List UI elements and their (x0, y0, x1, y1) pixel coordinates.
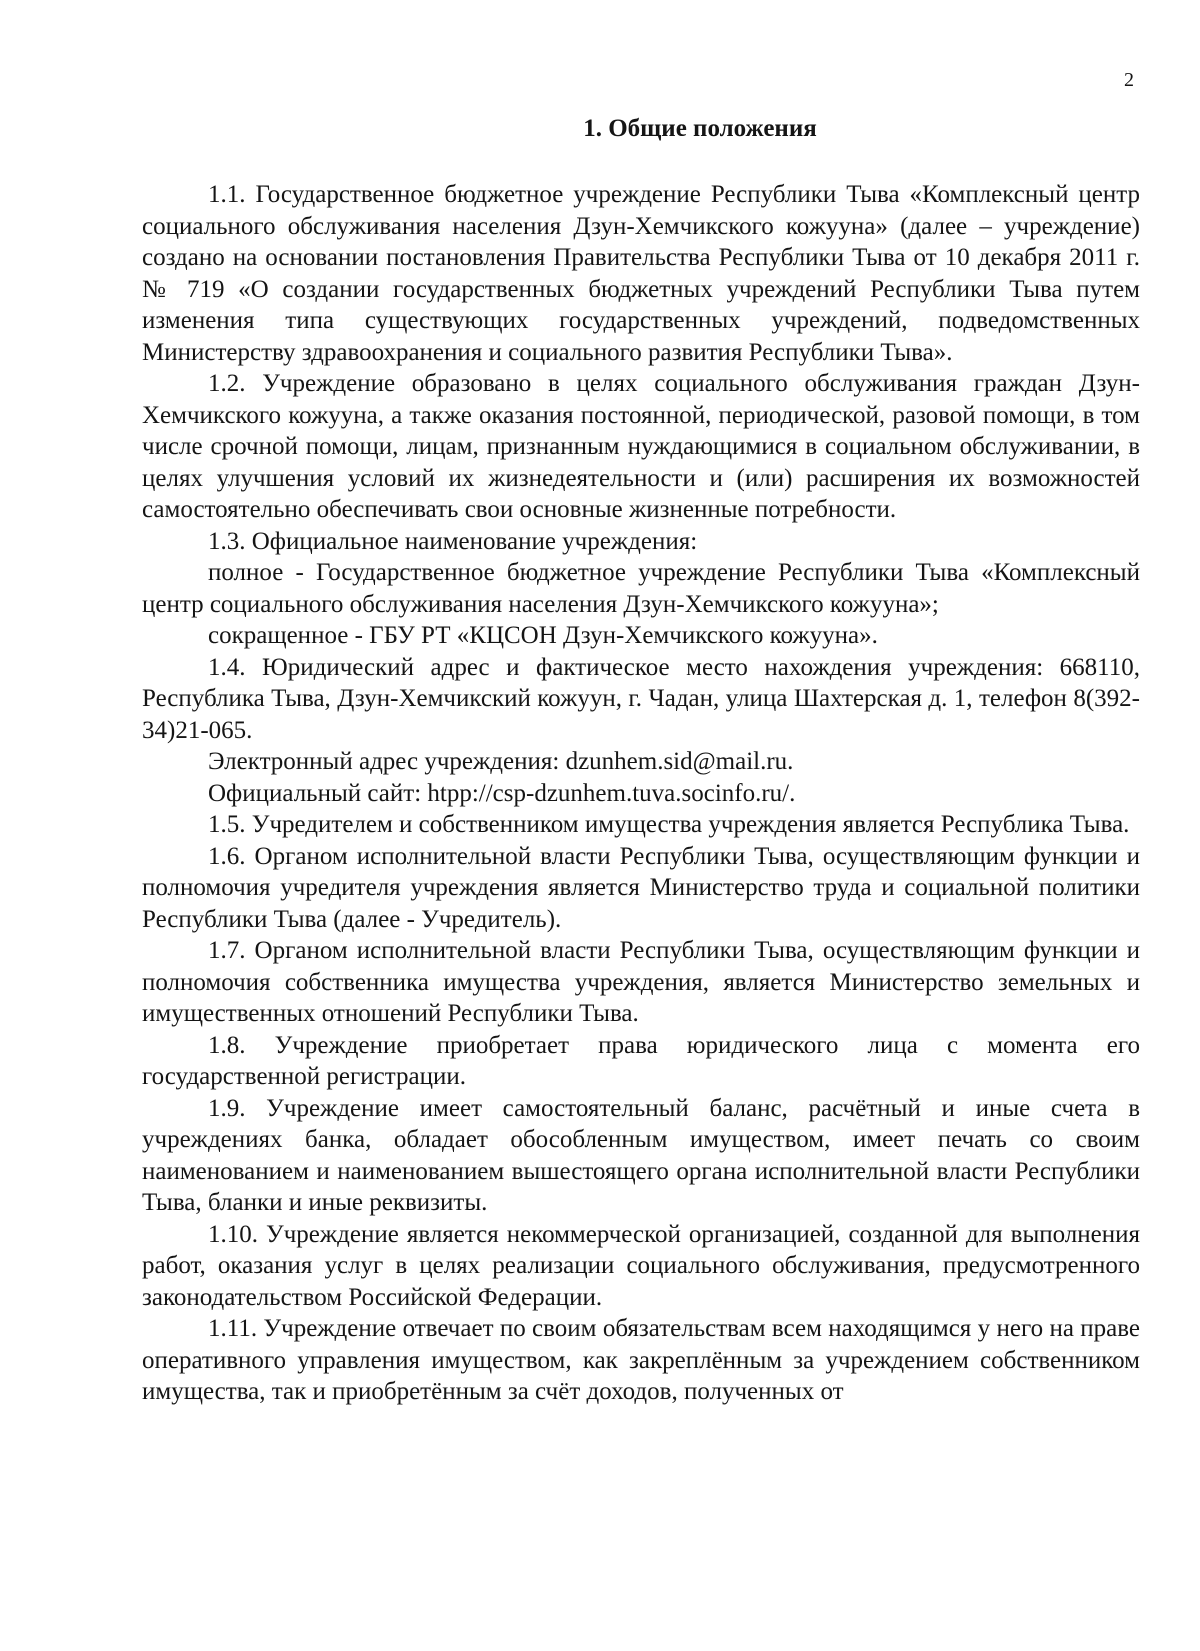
paragraph-full-name: полное - Государственное бюджетное учреждение Республики Тыва «Комплексный центр социального обслуживания населения Дзун-Хемчикского кожууна»; (142, 559, 1140, 618)
paragraph-1-11: 1.11. Учреждение отвечает по своим обязательствам всем находящимся у него на праве оперативного управления имуществом, как закреплённым за учреждением собственником имущества, так и приобретённым за счёт доходов, полученных от (142, 1315, 1140, 1405)
document-body (142, 179, 1140, 1408)
paragraph-1-7: 1.7. Органом исполнительной власти Республики Тыва, осуществляющим функции и полномочия собственника имущества учреждения, является Министерство земельных и имущественных отношений Республики Тыва. (142, 937, 1140, 1027)
paragraph-1-8: 1.8. Учреждение приобретает права юридического лица с момента его государственной регистрации. (142, 1031, 1140, 1090)
paragraph-1-6: 1.6. Органом исполнительной власти Республики Тыва, осуществляющим функции и полномочия учредителя учреждения является Министерство труда и социальной политики Республики Тыва (далее - Учредитель). (142, 842, 1140, 933)
paragraph-1-1: 1.1. Государственное бюджетное учреждение Республики Тыва «Комплексный центр социального обслуживания населения Дзун-Хемчикского кожууна» (далее – учреждение) создано на основании постановления Правительства Республики Тыва от 10 декабря 2011 г. № 719 «О создании государственных бюджетных учреждений Республики Тыва путем изменения типа существующих государственных учреждений, подведомственных Министерству здравоохранения и социального развития Республики Тыва». (142, 181, 1140, 366)
section-title: 1. Общие положения (583, 115, 817, 142)
paragraph-short-name: сокращенное - ГБУ РТ «КЦСОН Дзун-Хемчикского кожууна». (208, 622, 878, 649)
paragraph-1-5: 1.5. Учредителем и собственником имущества учреждения является Республика Тыва. (208, 811, 1130, 838)
paragraph-1-4: 1.4. Юридический адрес и фактическое место нахождения учреждения: 668110, Республика Тыва, Дзун-Хемчикский кожуун, г. Чадан, улица Шахтерская д. 1, телефон 8(392-34)21-065. (142, 653, 1140, 744)
paragraph-1-3: 1.3. Официальное наименование учреждения: (208, 527, 698, 555)
paragraph-1-10: 1.10. Учреждение является некоммерческой организацией, созданной для выполнения работ, оказания услуг в целях реализации социального обслуживания, предусмотренного законодательством Российской Федерации. (142, 1220, 1140, 1311)
paragraph-1-2: 1.2. Учреждение образовано в целях социального обслуживания граждан Дзун-Хемчикского кожууна, а также оказания постоянной, периодической, разовой помощи, в том числе срочной помощи, лицам, признанным нуждающимися в социальном обслуживании, в целях улучшения условий их жизнедеятельности и (или) расширения их возможностей самостоятельно обеспечивать свои основные жизненные потребности. (142, 370, 1140, 523)
paragraph-1-9: 1.9. Учреждение имеет самостоятельный баланс, расчётный и иные счета в учреждениях банка, обладает обособленным имуществом, имеет печать со своим наименованием и наименованием вышестоящего органа исполнительной власти Республики Тыва, бланки и иные реквизиты. (142, 1094, 1140, 1216)
page-number: 2 (1124, 69, 1134, 91)
paragraph-email: Электронный адрес учреждения: dzunhem.sid@mail.ru. (208, 748, 794, 775)
paragraph-website: Официальный сайт: htpp://csp-dzunhem.tuva.socinfo.ru/. (208, 779, 796, 807)
